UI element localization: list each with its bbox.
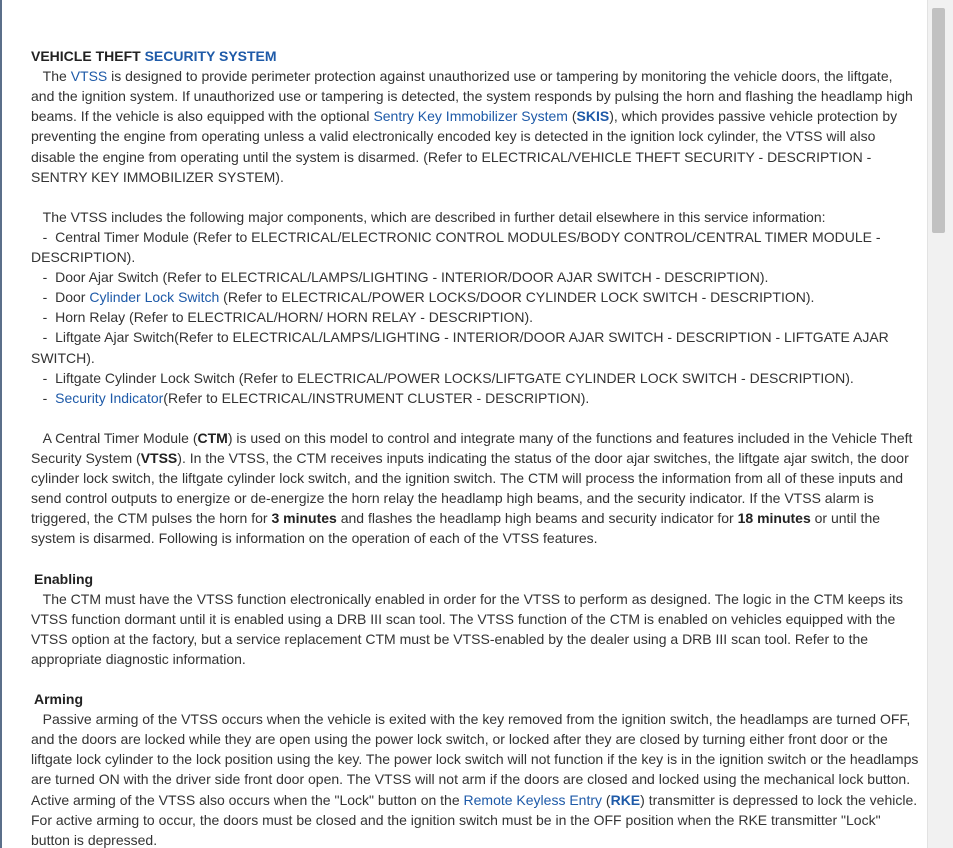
text-run: - — [31, 389, 56, 406]
paragraph-gap — [31, 187, 919, 207]
component-item-liftgate-cylinder-lock-switch: - Liftgate Cylinder Lock Switch (Refer to ELECTRICAL/POWER LOCKS/LIFTGATE CYLINDER LOCK SWITCH - DESCRIPTION). — [31, 369, 854, 386]
bold-term: 3 minutes — [271, 510, 337, 527]
text-run: is designed to provide perimeter protection against unauthorized use or tampering by monitoring the vehicle doors, the liftgate, and the ignition system. If unauthorized use or tampering is detected, the system responds by pulsing the horn and flashing the headlamp high beams. If the vehicle is also equipped with the optional — [31, 68, 917, 125]
sentry-key-immobilizer-link[interactable]: Sentry Key Immobilizer System — [373, 108, 568, 125]
bold-term: CTM — [197, 429, 228, 446]
title-prefix: VEHICLE THEFT — [31, 48, 145, 65]
ctm-paragraph — [31, 428, 919, 549]
vtss-link[interactable]: VTSS — [70, 68, 108, 85]
vertical-scrollbar[interactable] — [927, 0, 953, 848]
bold-term: 18 minutes — [737, 510, 811, 527]
text-run: Passive arming of the VTSS occurs when the vehicle is exited with the key removed from the ignition switch, the headlamps are turned OFF, and the doors are locked while they are open using the power lock switch, or locked after they are closed by turning either front door or the liftgate lock cylinder to the lock position using the key. The power lock switch will not function if the key is in the ignition switch or the headlamps are turned ON with the driver side front door open. The VTSS will not arm if the doors are closed and locked using the mechanical lock button. Active arming of the VTSS also occurs when the "Lock" button on the — [31, 711, 923, 808]
paragraph-gap — [31, 548, 919, 568]
security-indicator-link[interactable]: Security Indicator — [55, 389, 164, 406]
component-item-horn-relay: - Horn Relay (Refer to ELECTRICAL/HORN/ HORN RELAY - DESCRIPTION). — [31, 309, 534, 326]
text-run: (Refer to ELECTRICAL/INSTRUMENT CLUSTER - DESCRIPTION). — [163, 389, 590, 406]
text-run: ( — [602, 791, 611, 808]
paragraph-gap — [31, 408, 919, 428]
vtss-intro-paragraph — [31, 66, 919, 187]
component-item-central-timer-module: - Central Timer Module (Refer to ELECTRICAL/ELECTRONIC CONTROL MODULES/BODY CONTROL/CENTRAL TIMER MODULE - DESCRIPTION). — [31, 228, 885, 266]
skis-link[interactable]: SKIS — [576, 108, 610, 125]
text-run: and flashes the headlamp high beams and security indicator for — [336, 510, 738, 527]
component-item-door-ajar-switch: - Door Ajar Switch (Refer to ELECTRICAL/LAMPS/LIGHTING - INTERIOR/DOOR AJAR SWITCH - DESCRIPTION). — [31, 269, 769, 286]
paragraph-gap — [31, 669, 919, 689]
component-item-security-indicator — [31, 388, 919, 408]
text-run: ), which provides passive vehicle protection by preventing the engine from operating unless a valid electronically encoded key is detected in the ignition lock cylinder, the VTSS will also disable the engine from operating until the system is disarmed. (Refer to ELECTRICAL/VEHICLE THEFT SECURITY - DESCRIPTION - SENTRY KEY IMMOBILIZER SYSTEM). — [31, 108, 901, 185]
cylinder-lock-switch-link[interactable]: Cylinder Lock Switch — [89, 289, 220, 306]
arming-paragraph — [31, 709, 923, 848]
components-intro: The VTSS includes the following major components, which are described in further detail elsewhere in this service information: — [31, 208, 826, 225]
text-run: ). In the VTSS, the CTM receives inputs indicating the status of the door ajar switches, the liftgate ajar switch, the door cylinder lock switch, the liftgate cylinder lock switch, and the ignition switch. The CTM will process the information from all of these inputs and send control outputs to energize or de-energize the horn relay the headlamp high beams, and the security indicator. If the VTSS alarm is triggered, the CTM pulses the horn for — [31, 449, 913, 527]
window-left-border — [0, 0, 2, 848]
component-item-door-cylinder-lock-switch — [31, 287, 919, 307]
rke-link[interactable]: RKE — [610, 791, 641, 808]
remote-keyless-entry-link[interactable]: Remote Keyless Entry — [463, 791, 603, 808]
enabling-heading: Enabling — [34, 570, 94, 587]
text-run: ) is used on this model to control and integrate many of the functions and features included in the Vehicle Theft Security System ( — [31, 429, 917, 466]
text-run: (Refer to ELECTRICAL/POWER LOCKS/DOOR CYLINDER LOCK SWITCH - DESCRIPTION). — [219, 289, 815, 306]
text-run: The — [31, 68, 71, 85]
document-title — [31, 46, 919, 66]
document-body — [31, 26, 923, 848]
bold-term: VTSS — [140, 449, 178, 466]
text-run: A Central Timer Module ( — [31, 429, 198, 446]
text-run: ) transmitter is depressed to lock the vehicle. For active arming to occur, the doors must be closed and the ignition switch must be in the OFF position when the RKE transmitter "Lock" button is depressed. — [31, 791, 922, 848]
arming-heading: Arming — [34, 691, 83, 708]
text-run: or until the system is disarmed. Following is information on the operation of each of the VTSS features. — [31, 510, 884, 547]
text-run: - Door — [31, 289, 90, 306]
scrollbar-thumb[interactable] — [932, 8, 945, 233]
text-run: ( — [567, 108, 577, 125]
security-system-link[interactable]: SECURITY SYSTEM — [144, 48, 277, 65]
component-item-liftgate-ajar-switch: - Liftgate Ajar Switch(Refer to ELECTRICAL/LAMPS/LIGHTING - INTERIOR/DOOR AJAR SWITCH - DESCRIPTION - LIFTGATE AJAR SWITCH). — [31, 329, 893, 366]
enabling-paragraph: The CTM must have the VTSS function electronically enabled in order for the VTSS to perform as designed. The logic in the CTM keeps its VTSS function dormant until it is enabled using a DRB III scan tool. The VTSS function of the CTM is enabled on vehicles equipped with the VTSS option at the factory, but a service replacement CTM must be VTSS-enabled by the dealer using a DRB III scan tool. Refer to the appropriate diagnostic information. — [31, 590, 907, 667]
